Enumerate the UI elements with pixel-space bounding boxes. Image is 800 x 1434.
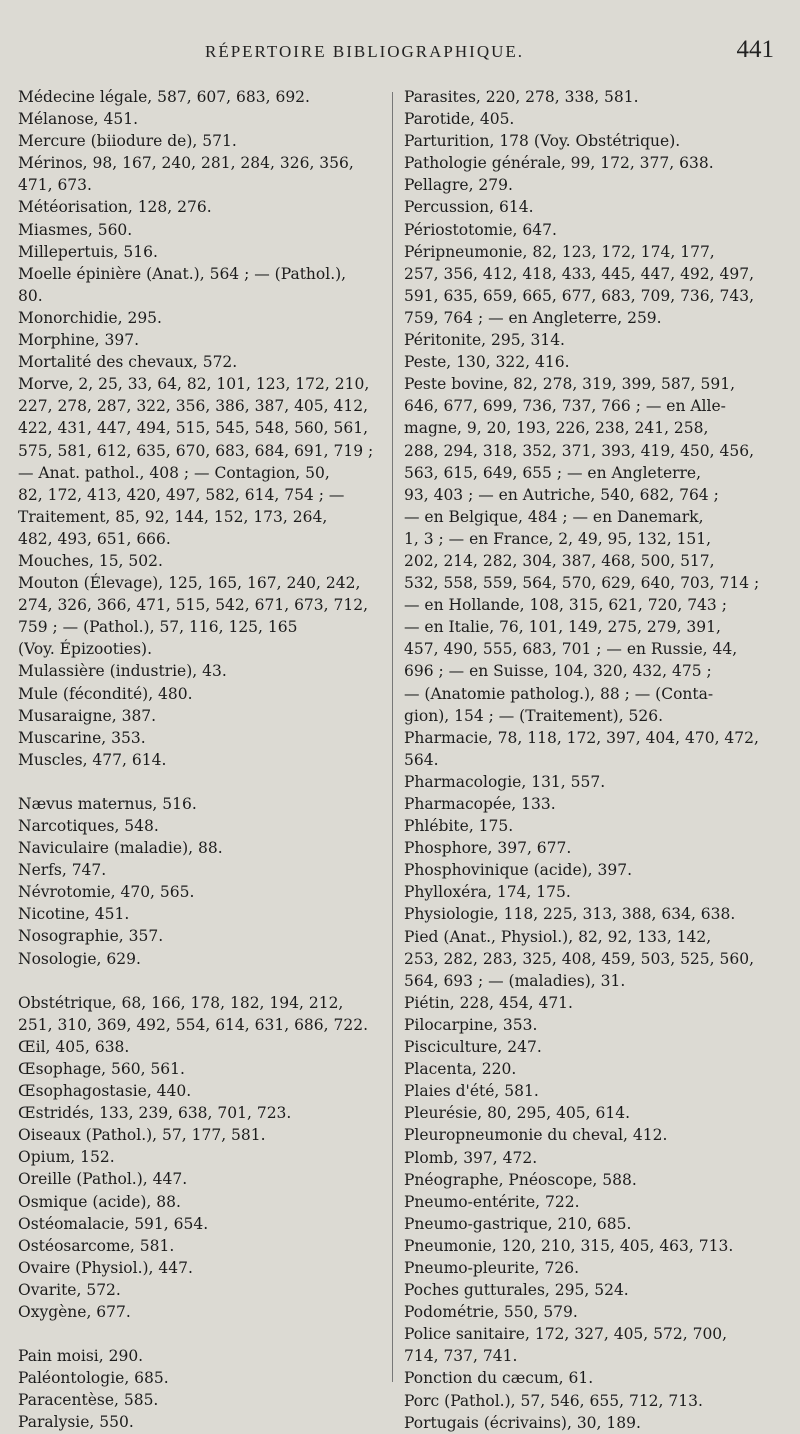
index-entry (18, 307, 388, 329)
index-entry (404, 1058, 776, 1080)
index-entry (404, 241, 776, 329)
index-entry-line: 274, 326, 366, 471, 515, 542, 671, 673, 712, (18, 596, 369, 615)
index-entry-line: 251, 310, 369, 492, 554, 614, 631, 686, 722. (18, 1015, 369, 1034)
index-entry-line: 1, 3 ; — en France, 2, 49, 95, 132, 151, (404, 529, 712, 548)
index-entry (18, 992, 388, 1036)
index-entry (18, 1168, 388, 1190)
index-entry-line: Miasmes, 560. (18, 220, 133, 239)
index-entry-line: magne, 9, 20, 193, 226, 238, 241, 258, (404, 419, 709, 438)
index-entry (18, 1080, 388, 1102)
index-entry (18, 108, 388, 130)
section-gap (18, 771, 388, 793)
index-entry (18, 196, 388, 218)
index-entry-line: Opium, 152. (18, 1148, 115, 1167)
index-entry-line: 82, 172, 413, 420, 497, 582, 614, 754 ; — (18, 485, 345, 504)
index-entry-line: Œsophagostasie, 440. (18, 1082, 192, 1101)
index-column-right (404, 86, 776, 1434)
index-entry-line: Moelle épinière (Anat.), 564 ; — (Pathol.), (18, 264, 347, 283)
index-entry (18, 1367, 388, 1389)
index-entry (404, 130, 776, 152)
index-entry-line: Nævus maternus, 516. (18, 794, 197, 813)
index-entry (18, 1301, 388, 1323)
index-entry (18, 1124, 388, 1146)
index-entry (18, 705, 388, 727)
index-entry-line: Physiologie, 118, 225, 313, 388, 634, 638. (404, 905, 736, 924)
index-entry (18, 1257, 388, 1279)
index-entry-line: Podométrie, 550, 579. (404, 1303, 578, 1322)
index-entry (18, 1058, 388, 1080)
index-entry (18, 1036, 388, 1058)
index-entry-line: Osmique (acide), 88. (18, 1192, 181, 1211)
index-entry-line: — en Italie, 76, 101, 149, 275, 279, 391, (404, 618, 721, 637)
index-entry (404, 1080, 776, 1102)
index-entry-line: Naviculaire (maladie), 88. (18, 839, 223, 858)
index-entry-line: Millepertuis, 516. (18, 242, 158, 261)
index-entry (404, 903, 776, 925)
index-entry (404, 1257, 776, 1279)
index-entry-line: Pneumonie, 120, 210, 315, 405, 463, 713. (404, 1236, 734, 1255)
index-entry-line: Muscarine, 353. (18, 728, 146, 747)
index-entry (18, 948, 388, 970)
index-entry-line: Péripneumonie, 82, 123, 172, 174, 177, (404, 242, 715, 261)
index-entry-line: Œsophage, 560, 561. (18, 1059, 185, 1078)
index-entry (18, 903, 388, 925)
index-entry-line: Parasites, 220, 278, 338, 581. (404, 88, 639, 106)
index-entry-line: Peste bovine, 82, 278, 319, 399, 587, 591, (404, 375, 736, 394)
index-entry-line: Morphine, 397. (18, 331, 139, 350)
index-entry (18, 1345, 388, 1367)
index-entry-line: Police sanitaire, 172, 327, 405, 572, 700, (404, 1325, 728, 1344)
index-entry-line: Pied (Anat., Physiol.), 82, 92, 133, 142, (404, 927, 712, 946)
index-entry-line: gion), 154 ; — (Traitement), 526. (404, 706, 664, 725)
index-entry (404, 881, 776, 903)
index-entry-line: Peste, 130, 322, 416. (404, 353, 570, 372)
index-entry-line: Plomb, 397, 472. (404, 1148, 538, 1167)
index-entry-line: Mérinos, 98, 167, 240, 281, 284, 326, 356, (18, 154, 354, 173)
index-entry-line: Pathologie générale, 99, 172, 377, 638. (404, 154, 714, 173)
index-entry-line: Traitement, 85, 92, 144, 152, 173, 264, (18, 507, 328, 526)
index-entry (404, 727, 776, 771)
index-entry (404, 373, 776, 727)
index-entry (404, 196, 776, 218)
index-entry-line: Ponction du cæcum, 61. (404, 1369, 594, 1388)
index-entry-line: Paléontologie, 685. (18, 1369, 169, 1388)
index-entry-line: Nosographie, 357. (18, 927, 164, 946)
index-entry-line: Parotide, 405. (404, 110, 515, 129)
index-entry-line: Narcotiques, 548. (18, 817, 159, 835)
index-entry (18, 572, 388, 660)
index-entry-line: Mercure (biiodure de), 571. (18, 132, 237, 151)
index-entry (404, 351, 776, 373)
index-entry-line: 457, 490, 555, 683, 701 ; — en Russie, 44, (404, 640, 738, 659)
index-entry (404, 1235, 776, 1257)
index-entry (404, 174, 776, 196)
index-entry (18, 1235, 388, 1257)
index-entry-line: Mortalité des chevaux, 572. (18, 353, 238, 372)
index-entry-line: Ovarite, 572. (18, 1280, 121, 1299)
index-entry-line: Pilocarpine, 353. (404, 1015, 538, 1034)
index-entry-line: Pneumo-entérite, 722. (404, 1192, 580, 1211)
index-entry (18, 1191, 388, 1213)
index-entry (404, 108, 776, 130)
index-entry (404, 1169, 776, 1191)
index-entry-line: 253, 282, 283, 325, 408, 459, 503, 525, 560, (404, 949, 755, 968)
index-entry-line: Œil, 405, 638. (18, 1037, 130, 1056)
index-entry-line: 591, 635, 659, 665, 677, 683, 709, 736, 743, (404, 286, 755, 305)
index-entry (404, 837, 776, 859)
index-entry (18, 859, 388, 881)
index-entry-line: Péritonite, 295, 314. (404, 331, 565, 350)
index-entry (404, 1191, 776, 1213)
section-gap (18, 1323, 388, 1345)
index-entry-line: Parturition, 178 (Voy. Obstétrique). (404, 132, 681, 151)
index-entry-line: Plaies d'été, 581. (404, 1082, 539, 1101)
index-entry-line: Phlébite, 175. (404, 817, 514, 836)
index-entry (404, 1412, 776, 1434)
running-head (0, 36, 800, 68)
index-entry-line: Pellagre, 279. (404, 176, 513, 195)
index-entry (18, 1213, 388, 1235)
index-entry-line: 422, 431, 447, 494, 515, 545, 548, 560, 561, (18, 419, 369, 438)
index-entry (18, 263, 388, 307)
index-entry (404, 152, 776, 174)
index-entry-line: 202, 214, 282, 304, 387, 468, 500, 517, (404, 551, 715, 570)
index-entry (18, 351, 388, 373)
index-entry-line: Mouches, 15, 502. (18, 551, 163, 570)
index-entry (404, 1124, 776, 1146)
index-entry-line: Phosphore, 397, 677. (404, 839, 572, 858)
index-entry-line: Ostéosarcome, 581. (18, 1236, 175, 1255)
index-entry (404, 859, 776, 881)
index-entry-line: Pneumo-gastrique, 210, 685. (404, 1214, 632, 1233)
index-entry-line: Pleurésie, 80, 295, 405, 614. (404, 1104, 631, 1123)
index-entry-line: 93, 403 ; — en Autriche, 540, 682, 764 ; (404, 485, 719, 504)
index-entry (404, 992, 776, 1014)
index-entry-line: Oxygène, 677. (18, 1302, 131, 1321)
index-entry-line: Médecine légale, 587, 607, 683, 692. (18, 88, 310, 106)
index-entry (404, 1301, 776, 1323)
index-entry-line: Morve, 2, 25, 33, 64, 82, 101, 123, 172, 210, (18, 375, 370, 394)
index-entry (404, 926, 776, 992)
index-entry-line: 646, 677, 699, 736, 737, 766 ; — en Alle- (404, 397, 726, 416)
index-entry-line: 759 ; — (Pathol.), 57, 116, 125, 165 (18, 618, 298, 637)
index-entry (18, 727, 388, 749)
index-entry-line: Nicotine, 451. (18, 905, 130, 924)
index-entry (18, 837, 388, 859)
index-entry (404, 1147, 776, 1169)
index-entry (18, 1102, 388, 1124)
index-entry (404, 1279, 776, 1301)
index-entry (404, 1323, 776, 1367)
index-entry (404, 1390, 776, 1412)
index-entry-line: 564, 693 ; — (maladies), 31. (404, 971, 626, 990)
index-entry (18, 1411, 388, 1433)
index-entry-line: Mouton (Élevage), 125, 165, 167, 240, 242, (18, 574, 361, 593)
index-entry-line: Météorisation, 128, 276. (18, 198, 212, 217)
index-entry-line: 714, 737, 741. (404, 1347, 518, 1366)
column-divider (392, 92, 393, 1382)
index-entry-line: Ovaire (Physiol.), 447. (18, 1258, 193, 1277)
index-entry-line: Ostéomalacie, 591, 654. (18, 1214, 209, 1233)
index-entry-line: Monorchidie, 295. (18, 308, 162, 327)
index-entry-line: — Anat. pathol., 408 ; — Contagion, 50, (18, 463, 330, 482)
index-entry (18, 152, 388, 196)
index-entry (404, 1367, 776, 1389)
index-entry-line: 563, 615, 649, 655 ; — en Angleterre, (404, 463, 702, 482)
index-entry (18, 86, 388, 108)
index-entry (404, 1102, 776, 1124)
index-entry (18, 793, 388, 815)
index-entry-line: — (Anatomie patholog.), 88 ; — (Conta- (404, 684, 714, 703)
index-entry-line: Pharmacopée, 133. (404, 795, 556, 813)
index-entry-line: Pnéographe, Pnéoscope, 588. (404, 1170, 637, 1189)
index-entry (18, 550, 388, 572)
index-entry-line: 564. (404, 750, 439, 769)
index-entry-line: Nerfs, 747. (18, 861, 107, 880)
index-entry-line: — en Belgique, 484 ; — en Danemark, (404, 507, 704, 526)
index-entry-line: Muscles, 477, 614. (18, 750, 167, 769)
index-column-left (18, 86, 388, 1433)
index-entry (404, 329, 776, 351)
index-entry-line: Pneumo-pleurite, 726. (404, 1258, 580, 1277)
running-title: RÉPERTOIRE BIBLIOGRAPHIQUE. (205, 42, 525, 61)
index-entry-line: Pain moisi, 290. (18, 1347, 144, 1366)
index-entry-line: Nosologie, 629. (18, 949, 141, 968)
index-entry-line: Oiseaux (Pathol.), 57, 177, 581. (18, 1126, 266, 1145)
index-entry-line: Pharmacologie, 131, 557. (404, 772, 606, 791)
index-entry (18, 1279, 388, 1301)
index-entry (18, 373, 388, 550)
index-entry (404, 815, 776, 837)
index-entry-line: 532, 558, 559, 564, 570, 629, 640, 703, 714 ; (404, 574, 760, 593)
index-entry-line: Oreille (Pathol.), 447. (18, 1170, 188, 1189)
index-entry (18, 1389, 388, 1411)
index-entry-line: Poches gutturales, 295, 524. (404, 1281, 629, 1300)
index-entry-line: Musaraigne, 387. (18, 706, 157, 725)
index-entry (18, 925, 388, 947)
index-entry-line: Placenta, 220. (404, 1060, 517, 1079)
index-entry-line: Obstétrique, 68, 166, 178, 182, 194, 212, (18, 993, 344, 1012)
index-entry-line: Porc (Pathol.), 57, 546, 655, 712, 713. (404, 1391, 703, 1410)
index-entry (18, 660, 388, 682)
index-entry (18, 329, 388, 351)
index-entry-line: Pleuropneumonie du cheval, 412. (404, 1126, 668, 1145)
index-entry-line: Pharmacie, 78, 118, 172, 397, 404, 470, 472, (404, 728, 759, 747)
index-entry (18, 130, 388, 152)
index-entry (404, 1036, 776, 1058)
index-entry-line: 227, 278, 287, 322, 356, 386, 387, 405, 412, (18, 397, 369, 416)
index-entry-line: Périostotomie, 647. (404, 220, 557, 239)
index-entry-line: 696 ; — en Suisse, 104, 320, 432, 475 ; (404, 662, 712, 681)
index-entry-line: 80. (18, 286, 43, 305)
index-entry-line: Mélanose, 451. (18, 110, 139, 129)
index-entry-line: Névrotomie, 470, 565. (18, 883, 195, 902)
index-entry (404, 1014, 776, 1036)
index-entry-line: Phylloxéra, 174, 175. (404, 883, 571, 902)
index-entry-line: Mulassière (industrie), 43. (18, 662, 227, 681)
index-entry (404, 793, 776, 815)
index-entry-line: 257, 356, 412, 418, 433, 445, 447, 492, 497, (404, 264, 755, 283)
section-gap (18, 970, 388, 992)
index-entry-line: 575, 581, 612, 635, 670, 683, 684, 691, 719 ; (18, 441, 374, 460)
index-entry-line: Portugais (écrivains), 30, 189. (404, 1413, 641, 1432)
index-entry-line: Pisciculture, 247. (404, 1038, 542, 1057)
index-entry (18, 881, 388, 903)
index-entry-line: 759, 764 ; — en Angleterre, 259. (404, 308, 662, 327)
index-entry-line: Piétin, 228, 454, 471. (404, 993, 573, 1012)
index-entry-line: Phosphovinique (acide), 397. (404, 861, 633, 880)
index-entry (18, 749, 388, 771)
index-entry (404, 1213, 776, 1235)
index-entry-line: 482, 493, 651, 666. (18, 529, 171, 548)
index-entry (18, 1146, 388, 1168)
index-entry (18, 815, 388, 837)
index-entry-line: Œstridés, 133, 239, 638, 701, 723. (18, 1104, 292, 1123)
index-entry-line: — en Hollande, 108, 315, 621, 720, 743 ; (404, 596, 727, 615)
index-entry (18, 219, 388, 241)
index-entry-line: 471, 673. (18, 176, 92, 195)
index-entry-line: Mule (fécondité), 480. (18, 684, 193, 703)
index-entry (404, 771, 776, 793)
index-entry-line: 288, 294, 318, 352, 371, 393, 419, 450, 456, (404, 441, 755, 460)
index-entry-line: (Voy. Épizooties). (18, 640, 153, 659)
index-entry (18, 683, 388, 705)
index-entry-line: Percussion, 614. (404, 198, 534, 217)
index-entry-line: Paracentèse, 585. (18, 1391, 159, 1410)
index-entry (18, 241, 388, 263)
index-entry (404, 86, 776, 108)
index-entry (404, 219, 776, 241)
index-entry-line: Paralysie, 550. (18, 1413, 134, 1432)
page-number: 441 (736, 36, 774, 63)
